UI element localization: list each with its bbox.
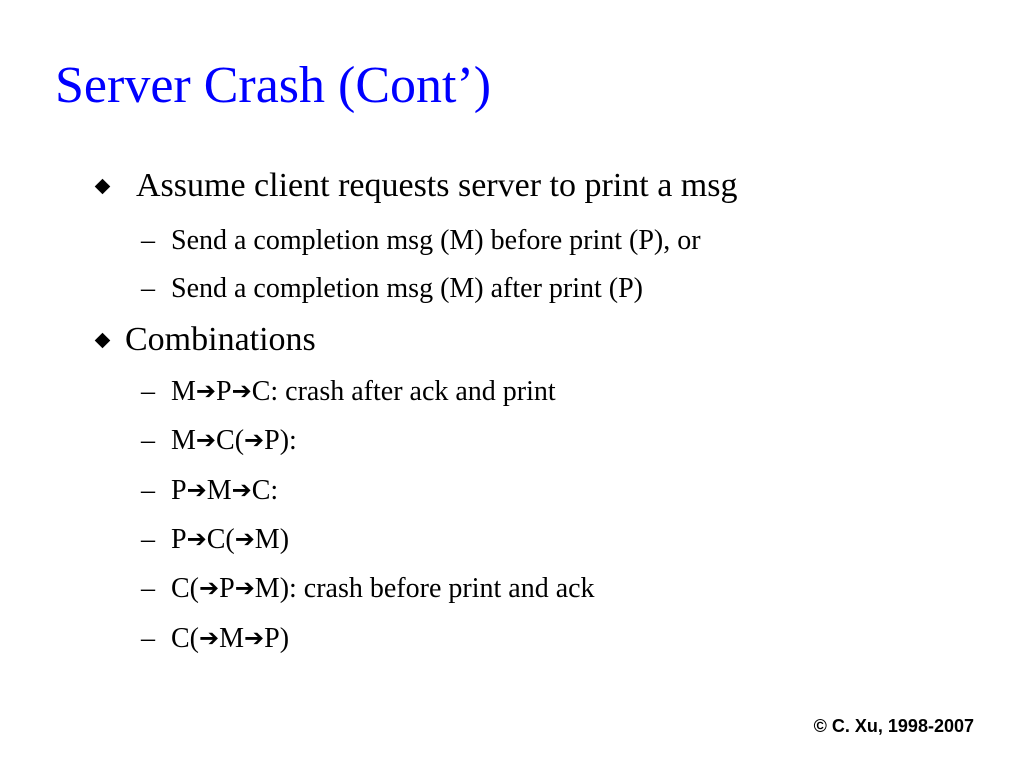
- right-arrow-icon: ➔: [234, 525, 255, 553]
- combination-item: [171, 477, 278, 505]
- diamond-bullet-icon: [95, 179, 111, 195]
- dash-bullet-icon: –: [141, 475, 155, 506]
- combo-part: C(: [206, 524, 235, 555]
- combo-part: P: [171, 524, 187, 555]
- dash-bullet-icon: –: [141, 623, 155, 654]
- right-arrow-icon: ➔: [186, 476, 207, 504]
- copyright-footer: © C. Xu, 1998-2007: [813, 716, 974, 736]
- combo-part: P: [219, 573, 235, 604]
- sub-bullet-text: Send a completion msg (M) after print (P): [171, 273, 644, 304]
- right-arrow-icon: ➔: [231, 476, 252, 504]
- right-arrow-icon: ➔: [199, 574, 220, 602]
- combination-item: [171, 526, 289, 554]
- bullet-text: Combinations: [125, 321, 316, 358]
- dash-bullet-icon: –: [141, 524, 155, 555]
- dash-bullet-icon: –: [141, 376, 155, 407]
- combo-part: P: [171, 475, 187, 506]
- combo-part: P: [216, 376, 232, 407]
- combination-item: [171, 427, 297, 455]
- combo-part: M): [254, 524, 290, 555]
- dash-bullet-icon: –: [141, 225, 155, 256]
- combo-part: M: [171, 376, 196, 407]
- slide-title: Server Crash (Cont’): [55, 57, 492, 114]
- right-arrow-icon: ➔: [244, 426, 265, 454]
- combo-part: M: [206, 475, 232, 506]
- combo-part: C:: [251, 475, 279, 506]
- right-arrow-icon: ➔: [244, 624, 265, 652]
- dash-bullet-icon: –: [141, 425, 155, 456]
- combo-part: C(: [216, 425, 245, 456]
- right-arrow-icon: ➔: [186, 525, 207, 553]
- combination-item: [171, 378, 556, 406]
- sub-bullet-text: Send a completion msg (M) before print (P), or: [171, 225, 701, 256]
- combo-part: P):: [264, 425, 297, 456]
- diamond-bullet-icon: [95, 333, 111, 349]
- dash-bullet-icon: –: [141, 573, 155, 604]
- right-arrow-icon: ➔: [199, 624, 220, 652]
- right-arrow-icon: ➔: [195, 426, 217, 454]
- combo-part: C: crash after ack and print: [251, 376, 556, 407]
- bullet-text: Assume client requests server to print a msg: [136, 167, 738, 204]
- combo-part: M): crash before print and ack: [254, 573, 595, 604]
- combo-part: C(: [171, 623, 199, 654]
- right-arrow-icon: ➔: [231, 377, 252, 405]
- combo-part: M: [171, 425, 196, 456]
- combination-item: [171, 575, 595, 603]
- combo-part: C(: [171, 573, 199, 604]
- dash-bullet-icon: –: [141, 273, 155, 304]
- right-arrow-icon: ➔: [195, 377, 217, 405]
- combo-part: M: [219, 623, 245, 654]
- combo-part: P): [264, 623, 290, 654]
- combination-item: [171, 625, 289, 653]
- right-arrow-icon: ➔: [234, 574, 255, 602]
